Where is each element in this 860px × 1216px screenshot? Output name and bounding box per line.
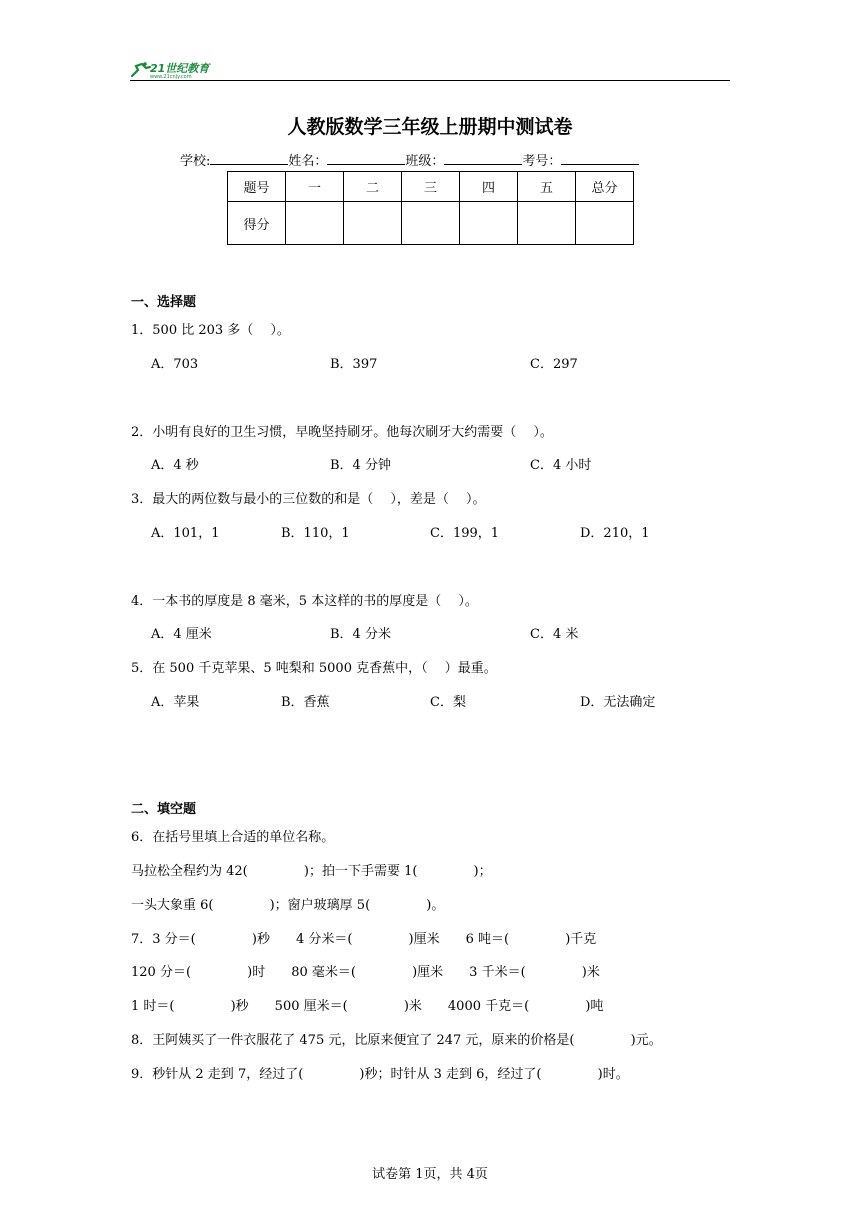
score-header-cell: 五	[518, 172, 576, 202]
page-title: 人教版数学三年级上册期中测试卷	[287, 116, 573, 138]
question-5-option-c[interactable]: C．梨	[430, 695, 466, 710]
score-cell[interactable]	[286, 202, 344, 245]
question-4: 4．一本书的厚度是 8 毫米，5 本这样的书的厚度是（ ）。	[131, 594, 478, 609]
question-3-option-a[interactable]: A．101，1	[151, 526, 220, 541]
logo-subtext: www.21cnjy.com	[150, 74, 192, 80]
question-7-line-2: 120 分＝( )时 80 毫米＝( )厘米 3 千米＝( )米	[131, 965, 600, 980]
question-1-option-b[interactable]: B．397	[330, 357, 378, 372]
question-3-option-b[interactable]: B．110，1	[281, 526, 350, 541]
question-4-option-a[interactable]: A．4 厘米	[151, 627, 212, 642]
question-2-option-a[interactable]: A．4 秒	[151, 458, 199, 473]
question-2-option-c[interactable]: C．4 小时	[530, 458, 592, 473]
score-cell[interactable]	[576, 202, 634, 245]
question-6: 6．在括号里填上合适的单位名称。	[131, 830, 335, 845]
score-header-cell: 一	[286, 172, 344, 202]
score-cell[interactable]	[460, 202, 518, 245]
name-label: 姓名：	[288, 154, 328, 169]
class-blank[interactable]	[444, 152, 522, 165]
question-4-option-c[interactable]: C．4 米	[530, 627, 579, 642]
name-blank[interactable]	[327, 152, 405, 165]
question-6-line-1: 马拉松全程约为 42( )；拍一下手需要 1( )；	[131, 864, 492, 879]
question-5: 5．在 500 千克苹果、5 吨梨和 5000 克香蕉中，（ ）最重。	[131, 661, 497, 676]
logo-text: 21世纪教育	[150, 62, 210, 75]
question-5-option-d[interactable]: D．无法确定	[580, 695, 656, 710]
score-header-cell: 二	[344, 172, 402, 202]
runner-icon	[130, 62, 152, 78]
question-3: 3．最大的两位数与最小的三位数的和是（ ），差是（ ）。	[131, 492, 486, 507]
class-label: 班级：	[405, 154, 445, 169]
score-header-cell: 四	[460, 172, 518, 202]
question-2: 2．小明有良好的卫生习惯，早晚坚持刷牙。他每次刷牙大约需要（ ）。	[131, 425, 553, 440]
score-cell[interactable]	[344, 202, 402, 245]
question-5-option-a[interactable]: A．苹果	[151, 695, 200, 710]
section-title-fill: 二、填空题	[131, 802, 197, 817]
header-rule	[130, 80, 730, 81]
school-blank[interactable]	[210, 152, 288, 165]
question-6-line-2: 一头大象重 6( )；窗户玻璃厚 5( )。	[131, 898, 445, 913]
exam-no-label: 考号：	[522, 154, 562, 169]
site-logo	[130, 60, 230, 80]
exam-no-blank[interactable]	[561, 152, 639, 165]
score-header-cell: 题号	[228, 172, 286, 202]
score-table-score-row	[228, 202, 634, 245]
question-1-option-a[interactable]: A．703	[151, 357, 199, 372]
score-cell[interactable]	[518, 202, 576, 245]
question-2-option-b[interactable]: B．4 分钟	[330, 458, 391, 473]
question-1: 1．500 比 203 多（ ）。	[131, 323, 290, 338]
question-5-option-b[interactable]: B．香蕉	[281, 695, 330, 710]
score-header-cell: 总分	[576, 172, 634, 202]
question-7: 7．3 分＝( )秒 4 分米＝( )厘米 6 吨＝( )千克	[131, 932, 597, 947]
question-1-option-c[interactable]: C．297	[530, 357, 578, 372]
question-7-line-3: 1 时＝( )秒 500 厘米＝( )米 4000 千克＝( )吨	[131, 999, 604, 1014]
section-title-choice: 一、选择题	[131, 295, 197, 310]
score-table	[227, 171, 634, 245]
question-3-option-c[interactable]: C．199，1	[430, 526, 500, 541]
question-3-option-d[interactable]: D．210，1	[580, 526, 650, 541]
question-9: 9．秒针从 2 走到 7，经过了( )秒；时针从 3 走到 6，经过了( )时。	[131, 1067, 629, 1082]
score-table-header-row	[228, 172, 634, 202]
score-header-cell: 三	[402, 172, 460, 202]
score-row-label: 得分	[228, 202, 286, 245]
score-cell[interactable]	[402, 202, 460, 245]
page-footer: 试卷第 1页，共 4页	[372, 1167, 488, 1182]
question-8: 8．王阿姨买了一件衣服花了 475 元，比原来便宜了 247 元，原来的价格是( )元。	[131, 1033, 662, 1048]
student-info-line	[180, 152, 639, 168]
school-label: 学校:	[180, 154, 211, 169]
question-4-option-b[interactable]: B．4 分米	[330, 627, 391, 642]
